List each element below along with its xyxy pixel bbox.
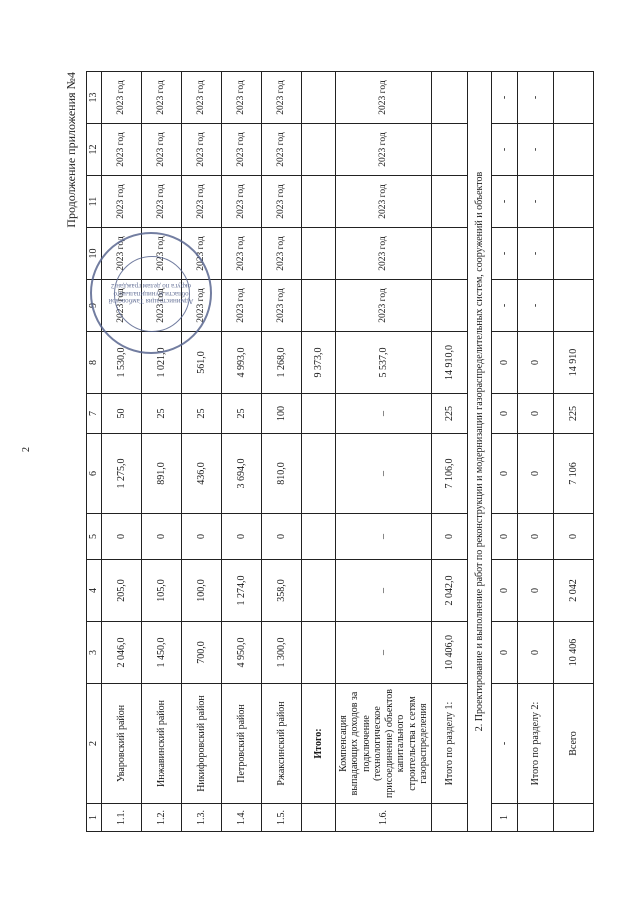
row-number: 1.2.: [142, 804, 182, 832]
cell-c6: –: [336, 434, 432, 514]
col-number: 4: [87, 560, 102, 622]
cell-c7: 225: [554, 394, 594, 434]
cell-year: 2023 год: [182, 124, 222, 176]
cell-year: 2023 год: [102, 124, 142, 176]
cell-year: 2023 год: [182, 280, 222, 332]
cell-c12: -: [518, 124, 554, 176]
col-number: 10: [87, 228, 102, 280]
cell-c4: –: [336, 560, 432, 622]
row-number: 1: [492, 804, 518, 832]
cell-c3: 10 406: [554, 622, 594, 684]
cell-c5: –: [336, 514, 432, 560]
table-row-1-6: [336, 72, 432, 832]
cell-c6: 7 106,0: [432, 434, 468, 514]
grand-total-label: Всего: [554, 684, 594, 804]
itogo-label: Итого:: [302, 684, 336, 804]
cell-year: 2023 год: [336, 124, 432, 176]
cell-c13: -: [518, 72, 554, 124]
cell-year: 2023 год: [142, 72, 182, 124]
cell-c8: 1 268,0: [262, 332, 302, 394]
cell-c3: –: [336, 622, 432, 684]
row-name: Никифоровский район: [182, 684, 222, 804]
cell-year: 2023 год: [336, 72, 432, 124]
cell-c5: 0: [222, 514, 262, 560]
cell-year: 2023 год: [336, 280, 432, 332]
total-2-label: Итого по разделу 2:: [518, 684, 554, 804]
col-number: 6: [87, 434, 102, 514]
cell-year: 2023 год: [102, 72, 142, 124]
section-2-row: [492, 72, 518, 832]
cell-c5: 0: [492, 514, 518, 560]
cell-c5: 0: [102, 514, 142, 560]
cell-year: 2023 год: [262, 228, 302, 280]
cell-c13: -: [492, 72, 518, 124]
section-2-header-row: [468, 72, 492, 832]
cell-year: 2023 год: [102, 176, 142, 228]
cell-c3: 1 450,0: [142, 622, 182, 684]
cell-c7: –: [336, 394, 432, 434]
official-stamp: [90, 232, 212, 354]
cell-c3: 4 950,0: [222, 622, 262, 684]
cell-c5: 0: [142, 514, 182, 560]
cell-c8: 1 021,0: [142, 332, 182, 394]
cell-year: 2023 год: [142, 176, 182, 228]
table-row: [182, 72, 222, 832]
col-number: 3: [87, 622, 102, 684]
cell-c5: 0: [262, 514, 302, 560]
col-number: 5: [87, 514, 102, 560]
cell-c5: 0: [432, 514, 468, 560]
cell-c8: 0: [518, 332, 554, 394]
row-number: 1.3.: [182, 804, 222, 832]
cell-c7: 25: [222, 394, 262, 434]
cell-c6: 0: [518, 434, 554, 514]
row-name: Ржаксинский район: [262, 684, 302, 804]
total-1-label: Итого по разделу 1:: [432, 684, 468, 804]
cell-year: 2023 год: [262, 72, 302, 124]
cell-c7: 0: [518, 394, 554, 434]
cell-c4: 105,0: [142, 560, 182, 622]
cell-year: 2023 год: [142, 280, 182, 332]
cell-c7: 25: [182, 394, 222, 434]
itogo-row: [302, 72, 336, 832]
cell-c8: 14 910: [554, 332, 594, 394]
table-row: [262, 72, 302, 832]
cell-c4: 1 274,0: [222, 560, 262, 622]
cell-c8: 0: [492, 332, 518, 394]
section-2-title: 2. Проектирование и выполнение работ по реконструкции и модернизации газораспределительных систем, сооружений и объектов: [468, 72, 492, 832]
appendix-title: Продолжение приложения №4: [64, 72, 78, 228]
cell-year: 2023 год: [102, 228, 142, 280]
row-name: Инжавинский район: [142, 684, 182, 804]
cell-c5: 0: [182, 514, 222, 560]
table-row: [142, 72, 182, 832]
cell-year: 2023 год: [262, 280, 302, 332]
cell-year: 2023 год: [222, 124, 262, 176]
cell-year: 2023 год: [142, 228, 182, 280]
cell-c10: -: [492, 228, 518, 280]
cell-year: 2023 год: [182, 72, 222, 124]
col-number: 7: [87, 394, 102, 434]
cell-c6: 891,0: [142, 434, 182, 514]
rotated-page: [60, 72, 580, 832]
cell-c6: 1 275,0: [102, 434, 142, 514]
cell-c6: 7 106: [554, 434, 594, 514]
cell-year: 2023 год: [222, 228, 262, 280]
cell-c6: 810,0: [262, 434, 302, 514]
cell-c4: 2 042: [554, 560, 594, 622]
cell-c7: 50: [102, 394, 142, 434]
cell-c4: 2 042,0: [432, 560, 468, 622]
col-number: 11: [87, 176, 102, 228]
col-number: 9: [87, 280, 102, 332]
total-section-1-row: [432, 72, 468, 832]
cell-year: 2023 год: [336, 228, 432, 280]
col-number: 8: [87, 332, 102, 394]
row-number: 1.1.: [102, 804, 142, 832]
cell-c8: 1 530,0: [102, 332, 142, 394]
cell-c3: 0: [492, 622, 518, 684]
cell-c10: -: [518, 228, 554, 280]
row-name: Компенсация выпадающих доходов за подключение (технологическое присоединение) объектов капитального строительства к сетям газораспределения: [336, 684, 432, 804]
cell-c8: 561,0: [182, 332, 222, 394]
cell-year: 2023 год: [336, 176, 432, 228]
cell-c6: 3 694,0: [222, 434, 262, 514]
cell-c3: 0: [518, 622, 554, 684]
district-rows: [102, 72, 302, 832]
cell-c11: -: [492, 176, 518, 228]
row-number: 1.5.: [262, 804, 302, 832]
itogo-c8: 9 373,0: [302, 332, 336, 394]
cell-c4: 205,0: [102, 560, 142, 622]
row-name: Петровский район: [222, 684, 262, 804]
row-number: 1.6.: [336, 804, 432, 832]
row-name: -: [492, 684, 518, 804]
cell-c4: 358,0: [262, 560, 302, 622]
cell-c3: 10 406,0: [432, 622, 468, 684]
col-number: 2: [87, 684, 102, 804]
cell-year: 2023 год: [182, 228, 222, 280]
col-number: 12: [87, 124, 102, 176]
cell-c3: 700,0: [182, 622, 222, 684]
table-row: [102, 72, 142, 832]
col-number: 1: [87, 804, 102, 832]
cell-c7: 25: [142, 394, 182, 434]
cell-year: 2023 год: [222, 176, 262, 228]
cell-c7: 0: [492, 394, 518, 434]
column-number-row: [87, 72, 102, 832]
cell-c8: 5 537,0: [336, 332, 432, 394]
cell-year: 2023 год: [262, 124, 302, 176]
cell-year: 2023 год: [262, 176, 302, 228]
grand-total-row: [554, 72, 594, 832]
cell-c4: 0: [518, 560, 554, 622]
page-number: 2: [21, 447, 32, 452]
row-number: 1.4.: [222, 804, 262, 832]
col-number: 13: [87, 72, 102, 124]
data-table: [86, 71, 594, 832]
cell-year: 2023 год: [182, 176, 222, 228]
cell-year: 2023 год: [102, 280, 142, 332]
cell-c7: 100: [262, 394, 302, 434]
stamp-text: Администрация Тамбовской области муниципального округа по делам граждан 2: [108, 282, 194, 305]
cell-c9: -: [492, 280, 518, 332]
cell-c7: 225: [432, 394, 468, 434]
cell-c4: 0: [492, 560, 518, 622]
cell-c5: 0: [554, 514, 594, 560]
cell-c8: 4 993,0: [222, 332, 262, 394]
total-section-2-row: [518, 72, 554, 832]
cell-c5: 0: [518, 514, 554, 560]
cell-c12: -: [492, 124, 518, 176]
cell-year: 2023 год: [142, 124, 182, 176]
cell-c3: 1 300,0: [262, 622, 302, 684]
cell-c3: 2 046,0: [102, 622, 142, 684]
table-row: [222, 72, 262, 832]
cell-c11: -: [518, 176, 554, 228]
cell-c8: 14 910,0: [432, 332, 468, 394]
row-name: Уваровский район: [102, 684, 142, 804]
cell-c6: 436,0: [182, 434, 222, 514]
cell-year: 2023 год: [222, 280, 262, 332]
cell-c4: 100,0: [182, 560, 222, 622]
cell-c9: -: [518, 280, 554, 332]
cell-c6: 0: [492, 434, 518, 514]
cell-year: 2023 год: [222, 72, 262, 124]
